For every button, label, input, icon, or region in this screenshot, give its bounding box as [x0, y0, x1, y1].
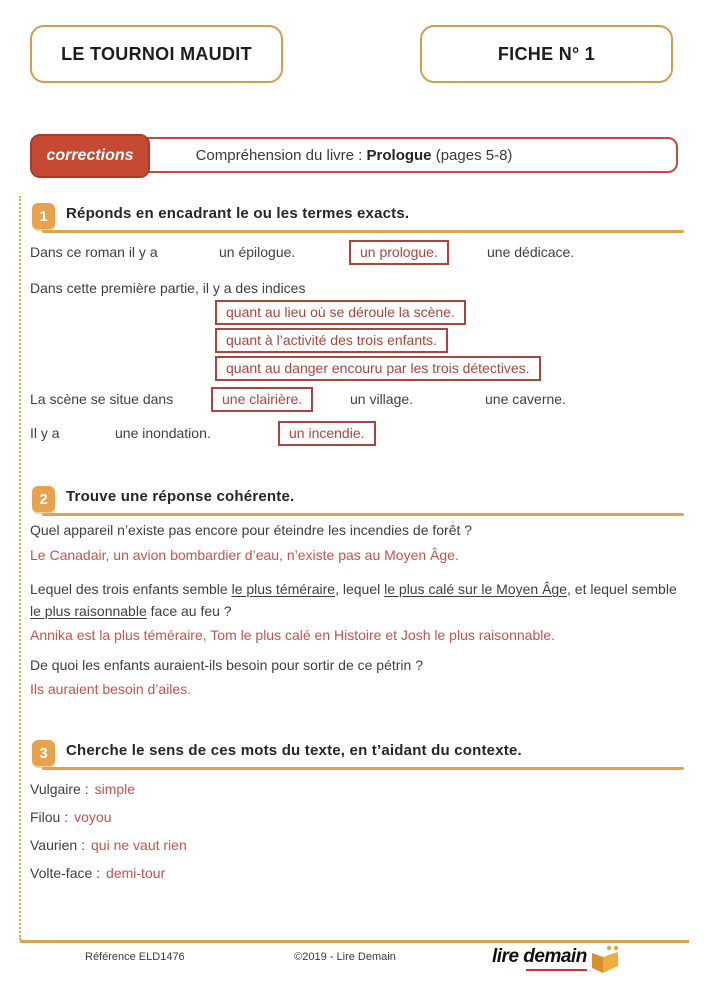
s2-answer2: Annika est la plus téméraire, Tom le plus calé en Histoire et Josh le plus raisonnable. [30, 627, 556, 643]
s2-q2-seg3: , et lequel semble [567, 581, 677, 597]
s1-boxed-row3 [0, 356, 709, 382]
footer-copyright: ©2019 - Lire Demain [294, 951, 396, 963]
section2-title: Trouve une réponse cohérente. [66, 488, 295, 505]
s1-row3-label: La scène se situe dans [30, 391, 174, 407]
s1-row2-label: Dans cette première partie, il y a des indices [30, 280, 306, 296]
section2-number-badge [32, 486, 55, 512]
s1-row3-answer-box: une clairière. [211, 387, 313, 412]
s3-item-filou [30, 809, 111, 825]
s1-row4-label: Il y a [30, 425, 60, 441]
s2-q2-underlined3: le plus raisonnable [30, 603, 147, 619]
s1-answer-box-activite: quant à l’activité des trois enfants. [215, 328, 448, 353]
s3-word: Volte-face : [30, 865, 101, 881]
section3-number: 3 [39, 744, 48, 762]
s1-boxed-row2 [0, 328, 709, 354]
s2-q2-underlined1: le plus téméraire [231, 581, 336, 597]
s2-q2-seg4: face au feu ? [146, 603, 232, 619]
publisher-logo [492, 944, 621, 974]
s1-row4 [0, 421, 709, 447]
s2-q2-seg2: , lequel [335, 581, 385, 597]
corrections-label: corrections [46, 147, 134, 164]
s3-definition: qui ne vaut rien [91, 837, 187, 853]
s1-row1 [0, 240, 709, 266]
s3-item-vulgaire [30, 781, 135, 797]
s1-row3 [0, 387, 709, 413]
banner-title-prefix: Compréhension du livre : [195, 146, 367, 164]
corrections-badge [30, 134, 150, 178]
section2-number: 2 [39, 490, 48, 508]
banner-title-suffix: (pages 5-8) [431, 146, 513, 164]
s2-question3: De quoi les enfants auraient-ils besoin pour sortir de ce pétrin ? [30, 657, 423, 673]
s1-answer-box-danger: quant au danger encouru par les trois détectives. [215, 356, 541, 381]
s3-definition: simple [94, 781, 136, 797]
s1-row4-answer-box: un incendie. [278, 421, 376, 446]
s2-answer3: Ils auraient besoin d’ailes. [30, 681, 192, 697]
s1-row1-option1: un épilogue. [219, 244, 296, 260]
s2-question2 [30, 578, 680, 622]
banner-title [196, 147, 513, 164]
section1-number-badge [32, 203, 55, 229]
s1-boxed-row1 [0, 300, 709, 326]
section1-title: Réponds en encadrant le ou les termes exacts. [66, 205, 410, 222]
s1-row2 [0, 276, 709, 302]
s2-answer1: Le Canadair, un avion bombardier d’eau, n’existe pas au Moyen Âge. [30, 547, 459, 563]
banner-title-bold: Prologue [366, 146, 432, 164]
logo-red-underline [526, 969, 587, 971]
section1-header [32, 203, 684, 233]
s1-row3-option2: une caverne. [485, 391, 566, 407]
footer-divider [20, 940, 689, 943]
s3-word: Filou : [30, 809, 69, 825]
fiche-number-box [420, 25, 673, 83]
s1-row4-option1: une inondation. [115, 425, 211, 441]
section3-header [32, 740, 684, 770]
s1-row1-label: Dans ce roman il y a [30, 244, 158, 260]
book-title: LE TOURNOI MAUDIT [61, 43, 252, 64]
publisher-logo-text [492, 946, 587, 968]
section1-number: 1 [39, 207, 48, 225]
open-book-icon [589, 944, 621, 974]
section2-header [32, 486, 684, 516]
s1-answer-box-lieu: quant au lieu où se déroule la scène. [215, 300, 466, 325]
s3-definition: voyou [74, 809, 112, 825]
section3-title: Cherche le sens de ces mots du texte, en t’aidant du contexte. [66, 742, 522, 759]
banner [30, 137, 678, 173]
s3-word: Vaurien : [30, 837, 85, 853]
s2-question1: Quel appareil n’existe pas encore pour éteindre les incendies de forêt ? [30, 522, 473, 538]
s2-q2-seg1: Lequel des trois enfants semble [30, 581, 232, 597]
s1-row1-option2: une dédicace. [487, 244, 575, 260]
footer-reference: Référence ELD1476 [85, 951, 185, 963]
publisher-logo-wordmark: lire demain [492, 946, 587, 967]
s2-q2-underlined2: le plus calé sur le Moyen Âge [384, 581, 567, 597]
book-title-box [30, 25, 283, 83]
s3-definition: demi-tour [106, 865, 166, 881]
s3-item-vaurien [30, 837, 187, 853]
s1-row3-option1: un village. [350, 391, 414, 407]
s1-row1-answer-box: un prologue. [349, 240, 449, 265]
s3-word: Vulgaire : [30, 781, 89, 797]
section3-number-badge [32, 740, 55, 766]
s3-item-volte-face [30, 865, 165, 881]
fiche-number: FICHE N° 1 [497, 43, 596, 64]
